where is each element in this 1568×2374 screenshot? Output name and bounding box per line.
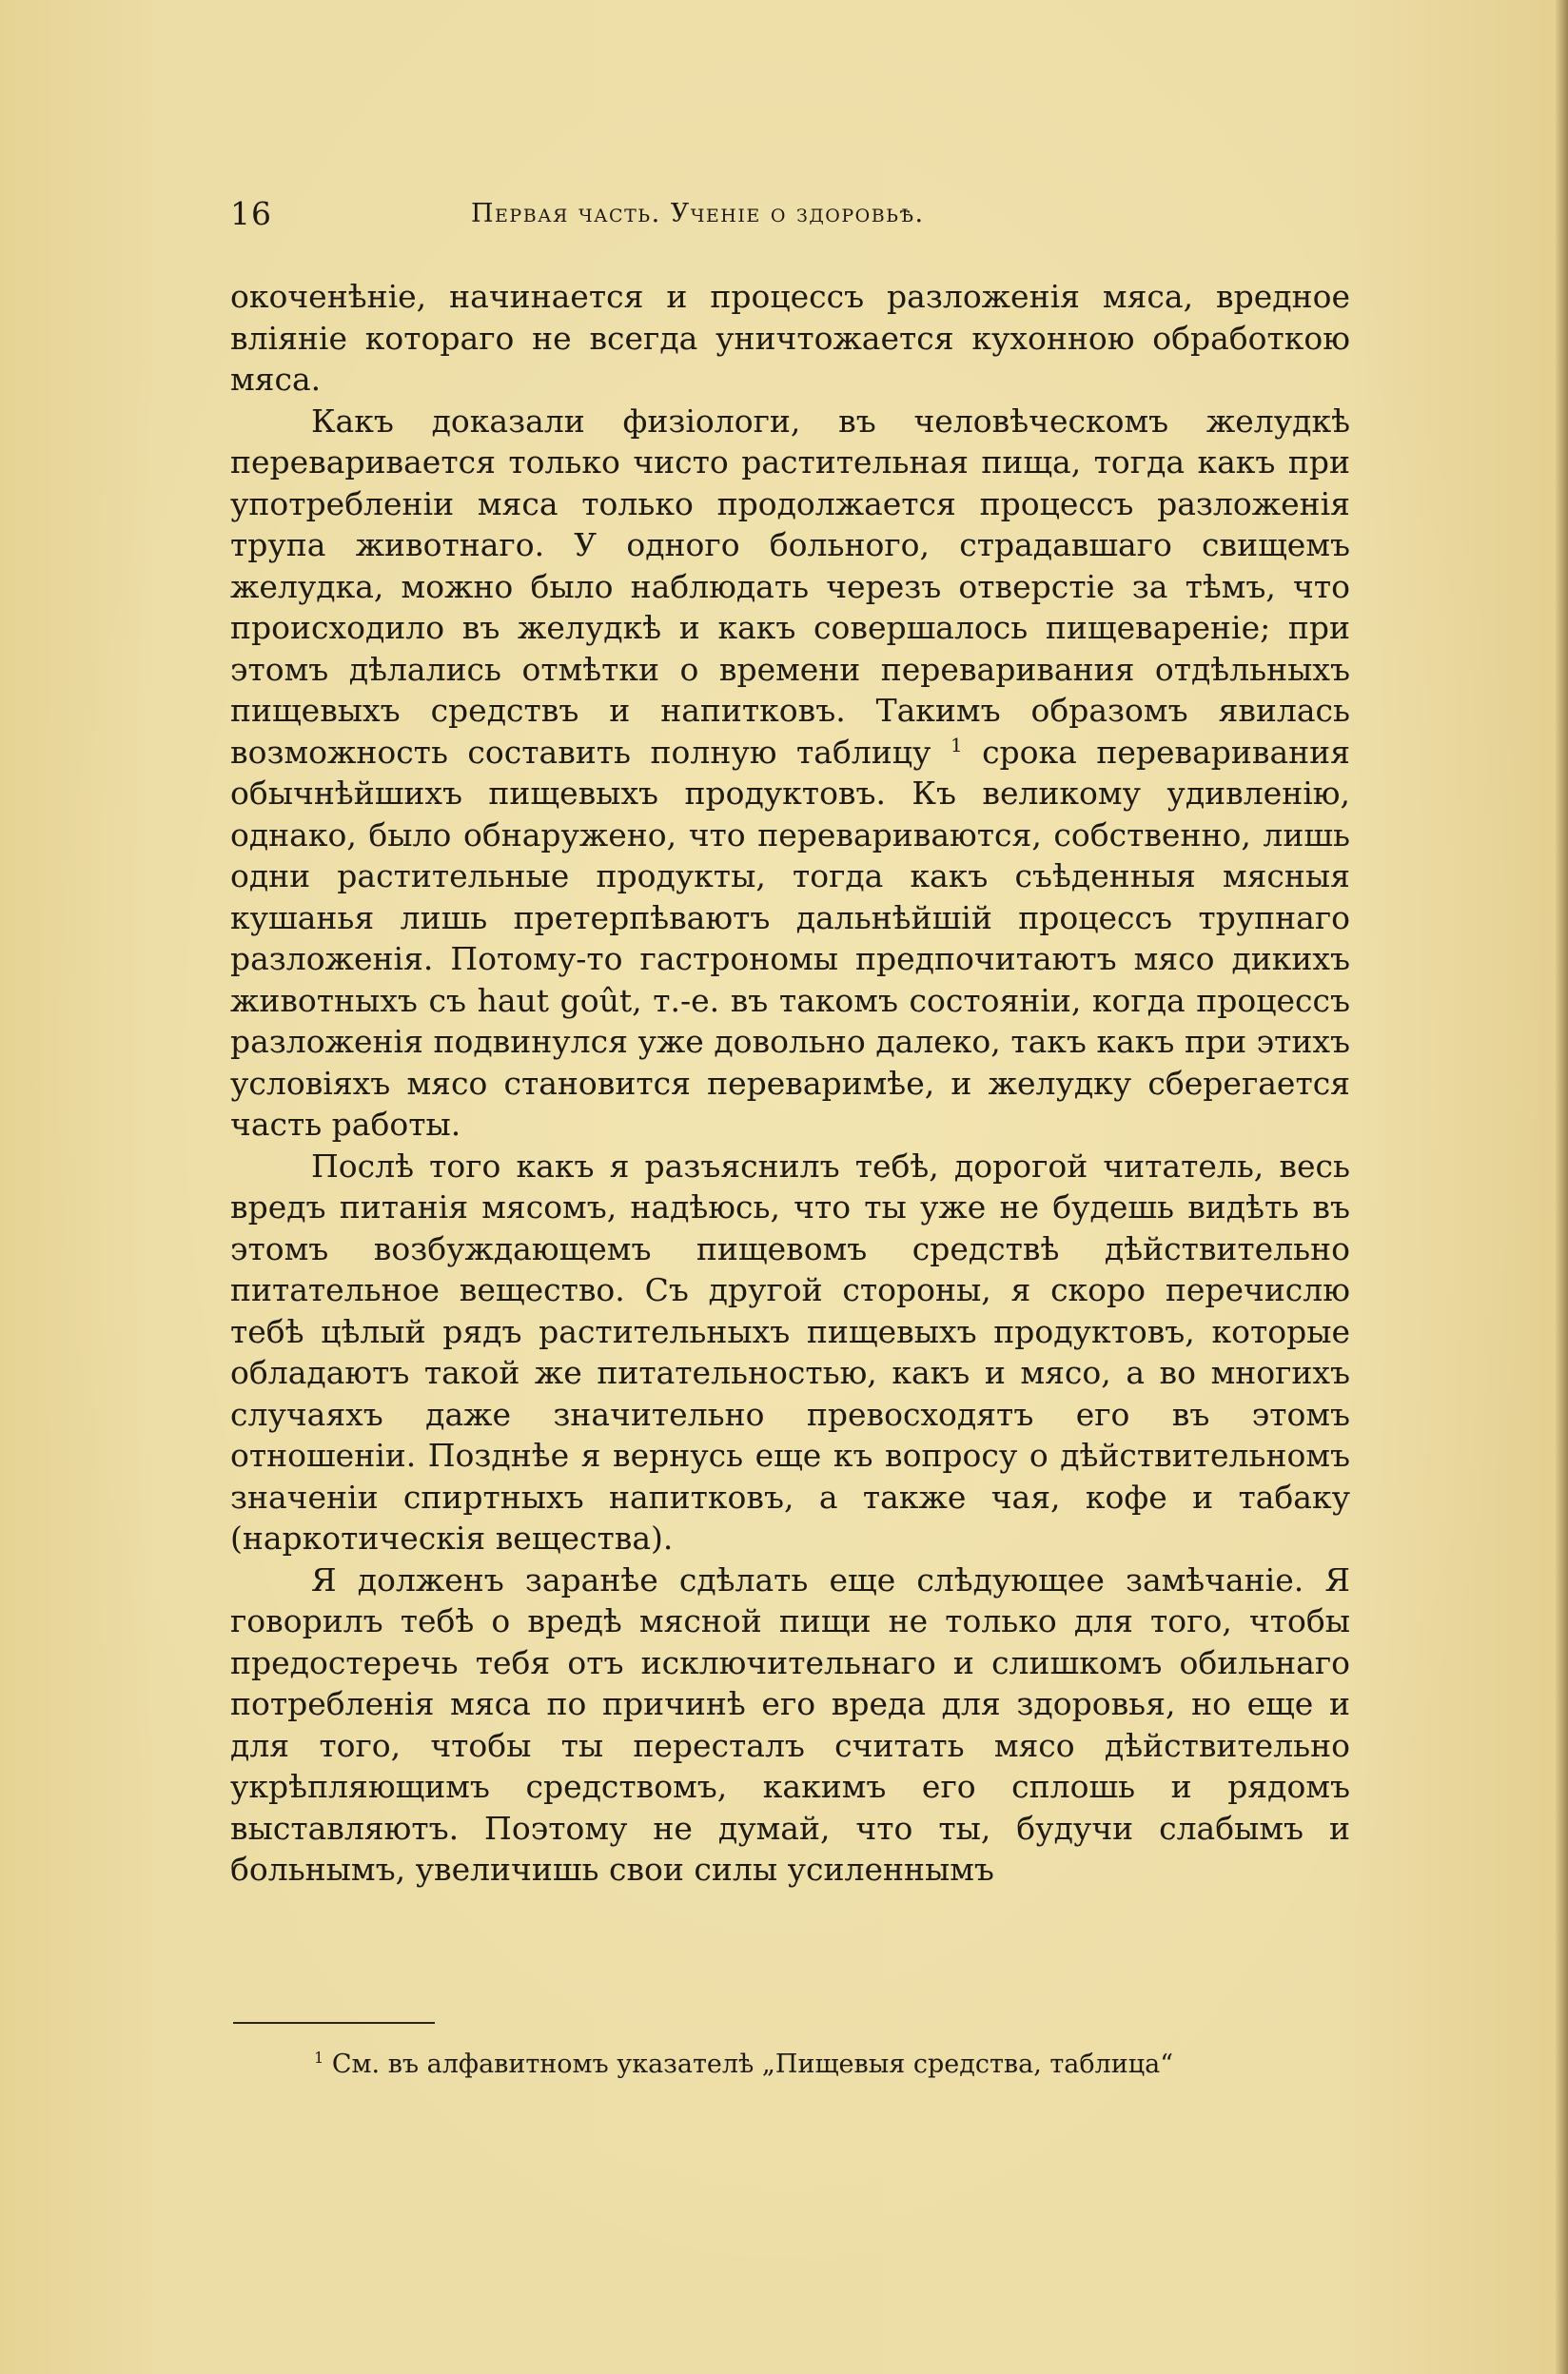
footnote-reference[interactable]: 1 xyxy=(950,734,963,756)
paragraph-2-text-b: срока переваривания обычнѣйшихъ пищевыхъ продуктовъ. Къ великому удивленiю, однако, было обнаружено, что перевариваются, собственно, лишь одни растительные продукты, тогда какъ съѣденныя мясныя кушанья лишь претерпѣваютъ дальнѣйшiй процессъ трупнаго разложенiя. Потому-то гастрономы предпочитаютъ мясо дикихъ животныхъ съ haut goût, т.-е. въ такомъ состоянiи, когда процессъ разложенiя подвинулся уже довольно далеко, такъ какъ при этихъ условiяхъ мясо становится переваримѣе, и желудку сберегается часть работы. xyxy=(230,733,1350,1143)
body-text xyxy=(230,276,1350,1891)
footnote-mark: 1 xyxy=(314,2049,324,2067)
paragraph-2 xyxy=(230,401,1350,1146)
page-number: 16 xyxy=(230,195,272,232)
paragraph-3: Послѣ того какъ я разъяснилъ тебѣ, дорогой читатель, весь вредъ питанiя мясомъ, надѣюсь, что ты уже не будешь видѣть въ этомъ возбуждающемъ пищевомъ средствѣ дѣйствительно питательное вещество. Съ другой стороны, я скоро перечислю тебѣ цѣлый рядъ растительныхъ пищевыхъ продуктовъ, которые обладаютъ такой же питательностью, какъ и мясо, а во многихъ случаяхъ даже значительно превосходятъ его въ этомъ отношенiи. Позднѣе я вернусь еще къ вопросу о дѣйствительномъ значенiи спиртныхъ напитковъ, а также чая, кофе и табаку (наркотическiя вещества). xyxy=(230,1147,1350,1557)
footnote xyxy=(314,2049,1173,2081)
page-edge-shadow xyxy=(1555,0,1568,2374)
footnote-text: См. въ алфавитномъ указателѣ „Пищевыя средства, таблица“ xyxy=(323,2050,1174,2079)
paragraph-2-text-a: Какъ доказали физiологи, въ человѣческомъ желудкѣ переваривается только чисто растительная пища, тогда какъ при употребленiи мяса только продолжается процессъ разложенiя трупа животнаго. У одного больного, страдавшаго свищемъ желудка, можно было наблюдать черезъ отверстiе за тѣмъ, что происходило въ желудкѣ и какъ совершалось пищеваренiе; при этомъ дѣлались отмѣтки о времени переваривания отдѣльныхъ пищевыхъ средствъ и напитковъ. Такимъ образомъ явилась возможность составить полную таблицу xyxy=(230,402,1350,771)
running-head: Первая часть. Ученiе о здоровьѣ. xyxy=(471,199,925,228)
paragraph-1: окоченѣнiе, начинается и процессъ разложенiя мяса, вредное влiянiе котораго не всегда уничтожается кухонною обработкою мяса. xyxy=(230,278,1350,398)
paragraph-4: Я долженъ заранѣе сдѣлать еще слѣдующее замѣчанiе. Я говорилъ тебѣ о вредѣ мясной пищи не только для того, чтобы предостеречь тебя отъ исключительнаго и слишкомъ обильнаго потребленiя мяса по причинѣ его вреда для здоровья, но еще и для того, чтобы ты пересталъ считать мясо дѣйствительно укрѣпляющимъ средствомъ, какимъ его сплошь и рядомъ выставляютъ. Поэтому не думай, что ты, будучи слабымъ и больнымъ, увеличишь свои силы усиленнымъ xyxy=(230,1560,1350,1888)
page-header xyxy=(230,195,1350,237)
footnote-divider xyxy=(233,2022,435,2024)
